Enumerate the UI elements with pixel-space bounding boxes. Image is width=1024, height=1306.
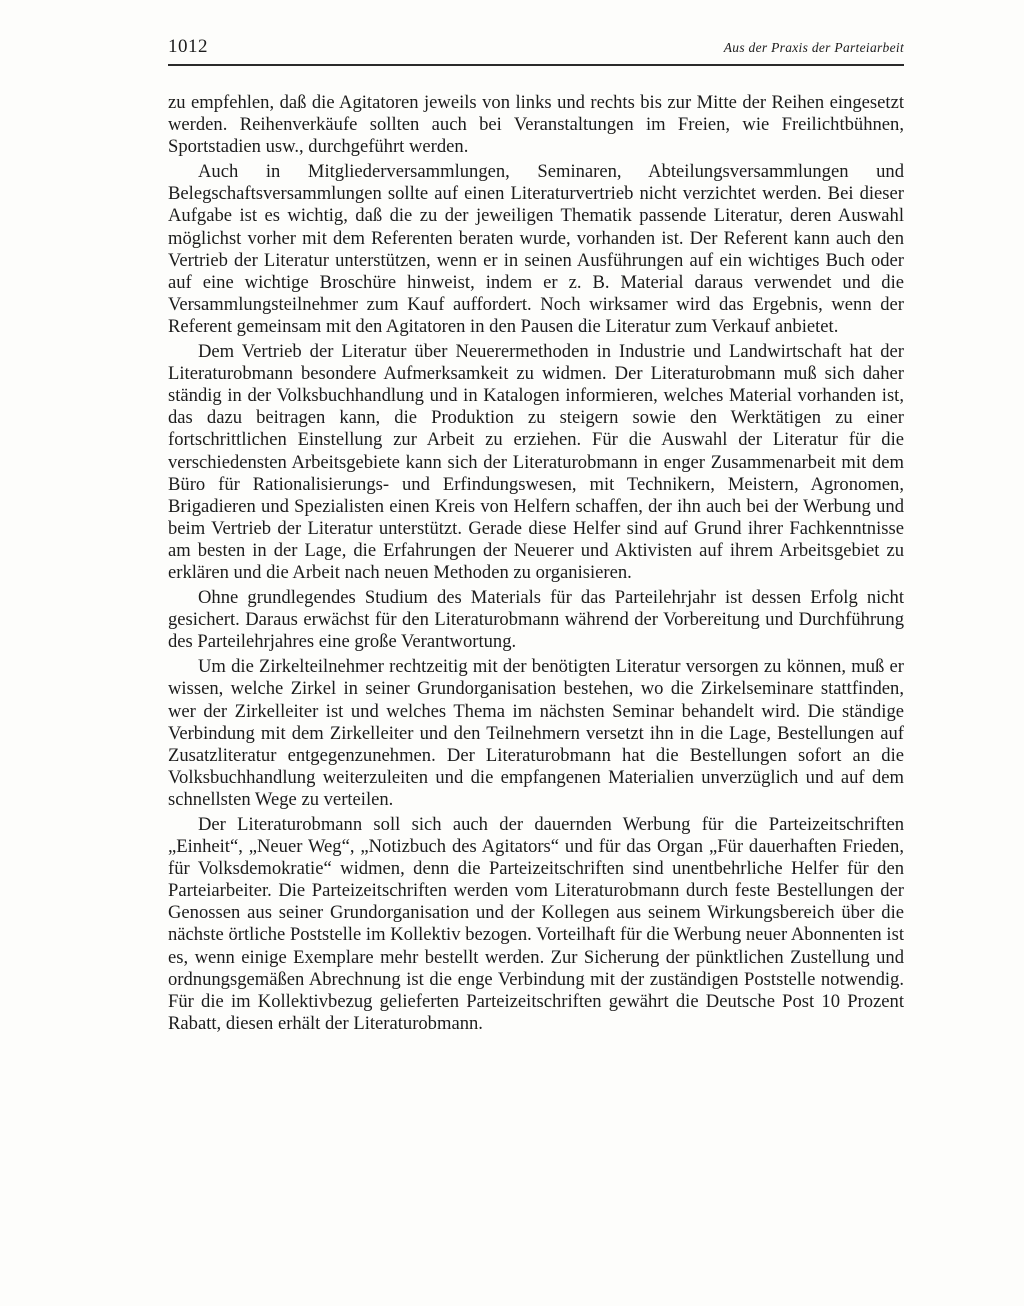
paragraph-1: zu empfehlen, daß die Agitatoren jeweils von links und rechts bis zur Mitte der Reihen eingesetzt werden. Reihenverkäufe sollten auch bei Veranstaltungen im Freien, wie Freilichtbühnen, Sportstadien usw., durchgeführt werden. (168, 92, 904, 158)
paragraph-3: Dem Vertrieb der Literatur über Neuerermethoden in Industrie und Landwirtschaft hat der Literaturobmann besondere Aufmerksamkeit zu widmen. Der Literaturobmann muß sich daher ständig in der Volksbuchhandlung und in Katalogen informieren, welches Material vorhanden ist, das dazu beitragen kann, die Produktion zu steigern sowie den Werktätigen zu einer fortschrittlichen Einstellung zur Arbeit zu erziehen. Für die Auswahl der Literatur für die verschiedensten Arbeitsgebiete kann sich der Literaturobmann in enger Zusammenarbeit mit dem Büro für Rationalisierungs- und Erfindungswesen, mit Technikern, Meistern, Agronomen, Brigadieren und Spezialisten einen Kreis von Helfern schaffen, der ihn auch bei der Werbung und beim Vertrieb der Literatur unterstützt. Gerade diese Helfer sind auf Grund ihrer Fachkenntnisse am besten in der Lage, die Erfahrungen der Neuerer und Aktivisten auf ihrem Arbeitsgebiet zu erklären und die Arbeit nach neuen Methoden zu organisieren. (168, 341, 904, 583)
page-header (168, 34, 904, 66)
paragraph-5: Um die Zirkelteilnehmer rechtzeitig mit der benötigten Literatur versorgen zu können, muß er wissen, welche Zirkel in seiner Grundorganisation bestehen, wo die Zirkelseminare stattfinden, wer der Zirkelleiter ist und welches Thema im nächsten Seminar behandelt wird. Die ständige Verbindung mit dem Zirkelleiter und den Teilnehmern versetzt ihn in die Lage, Bestellungen auf Zusatzliteratur entgegenzunehmen. Der Literaturobmann hat die Bestellungen sofort an die Volksbuchhandlung weiterzuleiten und die empfangenen Materialien unverzüglich und auf dem schnellsten Wege zu verteilen. (168, 656, 904, 810)
page-number: 1012 (168, 36, 208, 57)
running-head: Aus der Praxis der Parteiarbeit (723, 40, 904, 55)
paragraph-2: Auch in Mitgliederversammlungen, Seminaren, Abteilungsversammlungen und Belegschaftsversammlungen sollte auf einen Literaturvertrieb nicht verzichtet werden. Bei dieser Aufgabe ist es wichtig, daß die zu der jeweiligen Thematik passende Literatur, deren Auswahl möglichst vorher mit dem Referenten beraten wurde, vorhanden ist. Der Referent kann auch den Vertrieb der Literatur unterstützen, wenn er in seinen Ausführungen auf ein wichtiges Buch oder auf eine wichtige Broschüre hinweist, indem er z. B. Material daraus verwendet und die Versammlungsteilnehmer zum Kauf auffordert. Noch wirksamer wird das Ergebnis, wenn der Referent gemeinsam mit den Agitatoren in den Pausen die Literatur zum Verkauf anbietet. (168, 161, 904, 337)
paragraph-6: Der Literaturobmann soll sich auch der dauernden Werbung für die Parteizeitschriften „Einheit“, „Neuer Weg“, „Notizbuch des Agitators“ und für das Organ „Für dauerhaften Frieden, für Volksdemokratie“ widmen, denn die Parteizeitschriften sind unentbehrliche Helfer für den Parteiarbeiter. Die Parteizeitschriften werden vom Literaturobmann durch feste Bestellungen der Genossen aus seiner Grundorganisation und der Kollegen aus seinem Wirkungsbereich über die nächste örtliche Poststelle im Kollektiv bezogen. Vorteilhaft für die Werbung neuer Abonnenten ist es, wenn einige Exemplare mehr bestellt werden. Zur Sicherung der pünktlichen Zustellung und ordnungsgemäßen Abrechnung ist die enge Verbindung mit der zuständigen Poststelle notwendig. Für die im Kollektivbezug gelieferten Parteizeitschriften gewährt die Deutsche Post 10 Prozent Rabatt, diesen erhält der Literaturobmann. (168, 814, 904, 1034)
paragraph-4: Ohne grundlegendes Studium des Materials für das Parteilehrjahr ist dessen Erfolg nicht gesichert. Daraus erwächst für den Literaturobmann während der Vorbereitung und Durchführung des Parteilehrjahres eine große Verantwortung. (168, 587, 904, 653)
body-text (168, 92, 904, 1038)
